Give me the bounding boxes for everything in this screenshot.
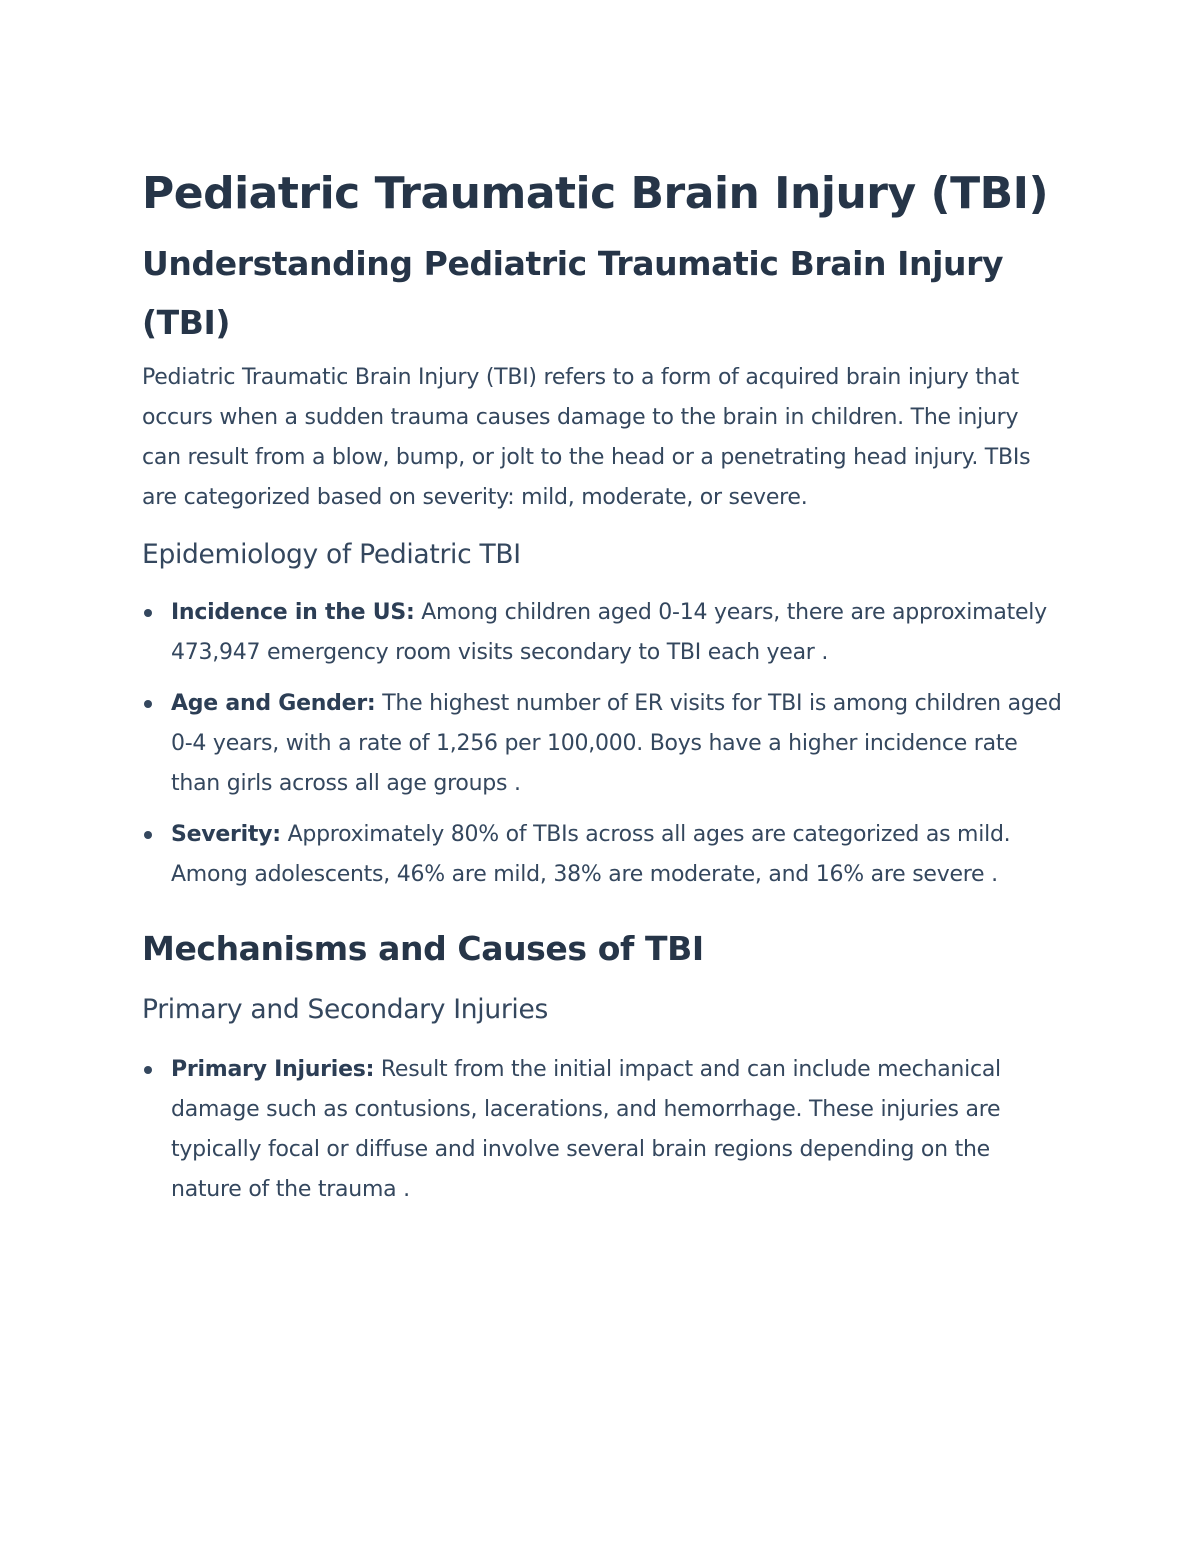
bullet-icon [144, 609, 152, 617]
section-heading-understanding: Understanding Pediatric Traumatic Brain Injury (TBI) [142, 244, 1004, 342]
document-page [142, 160, 1062, 1221]
list-item-text: Approximately 80% of TBIs across all ages are categorized as mild. Among adolescents, 46% are mild, 38% are moderate, and 16% are severe . [171, 822, 1011, 887]
bullet-icon [144, 831, 152, 839]
list-item-text: The highest number of ER visits for TBI is among children aged 0-4 years, with a rate of 1,256 per 100,000. Boys have a higher incidence rate than girls across all age groups . [171, 691, 1062, 796]
bullet-icon [144, 1066, 152, 1074]
list-item [142, 1050, 1062, 1210]
list-item-label: Incidence in the US: [171, 600, 415, 625]
list-item [142, 593, 1062, 673]
list-item-label: Primary Injuries: [171, 1057, 375, 1082]
injuries-list [142, 1050, 1062, 1210]
list-item-label: Age and Gender: [171, 691, 376, 716]
list-item-text: Among children aged 0-14 years, there are approximately 473,947 emergency room visits secondary to TBI each year . [171, 600, 1047, 665]
subheading-primary-secondary: Primary and Secondary Injuries [142, 994, 549, 1025]
intro-paragraph: Pediatric Traumatic Brain Injury (TBI) refers to a form of acquired brain injury that occurs when a sudden trauma causes damage to the brain in children. The injury can result from a blow, bump, or jolt to the head or a penetrating head injury. TBIs are categorized based on severity: mild, moderate, or severe. [142, 365, 1031, 510]
section-heading-mechanisms: Mechanisms and Causes of TBI [142, 929, 704, 968]
epidemiology-list [142, 593, 1062, 895]
list-item [142, 815, 1062, 895]
list-item-text: Result from the initial impact and can include mechanical damage such as contusions, lacerations, and hemorrhage. These injuries are typically focal or diffuse and involve several brain regions depending on the nature of the trauma . [171, 1057, 1001, 1202]
subheading-epidemiology: Epidemiology of Pediatric TBI [142, 539, 521, 570]
bullet-icon [144, 700, 152, 708]
list-item-label: Severity: [171, 822, 281, 847]
list-item [142, 684, 1062, 804]
page-title: Pediatric Traumatic Brain Injury (TBI) [142, 168, 1049, 219]
